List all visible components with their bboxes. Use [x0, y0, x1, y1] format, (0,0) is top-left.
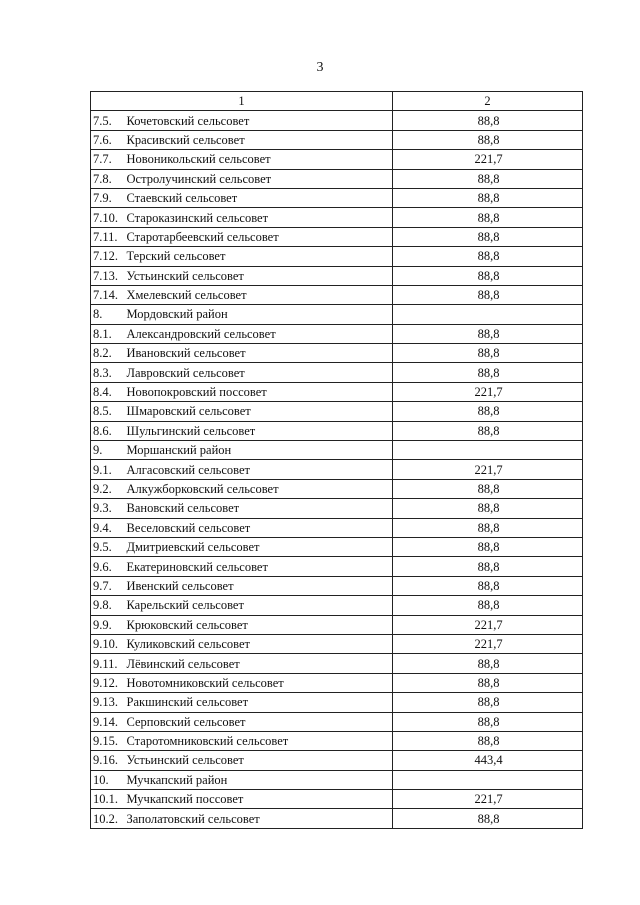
table-row	[91, 402, 583, 421]
table-row	[91, 266, 583, 285]
row-number: 10.	[91, 770, 125, 789]
table-row	[91, 809, 583, 828]
row-name: Лёвинский сельсовет	[125, 654, 393, 673]
row-value: 88,8	[393, 712, 583, 731]
row-value: 88,8	[393, 402, 583, 421]
row-name: Крюковский сельсовет	[125, 615, 393, 634]
row-number: 8.3.	[91, 363, 125, 382]
row-value: 88,8	[393, 557, 583, 576]
table-row	[91, 731, 583, 750]
row-value: 88,8	[393, 227, 583, 246]
row-number: 8.	[91, 305, 125, 324]
row-value: 88,8	[393, 130, 583, 149]
table-row	[91, 615, 583, 634]
table-row	[91, 208, 583, 227]
row-number: 7.10.	[91, 208, 125, 227]
row-number: 9.4.	[91, 518, 125, 537]
row-value: 221,7	[393, 634, 583, 653]
table-row	[91, 247, 583, 266]
row-name: Шульгинский сельсовет	[125, 421, 393, 440]
table-row	[91, 150, 583, 169]
table-row	[91, 305, 583, 324]
row-value: 88,8	[393, 266, 583, 285]
column-header-2: 2	[393, 92, 583, 111]
row-value: 88,8	[393, 479, 583, 498]
row-name: Вановский сельсовет	[125, 499, 393, 518]
row-number: 8.1.	[91, 324, 125, 343]
row-name: Новотомниковский сельсовет	[125, 673, 393, 692]
row-value: 88,8	[393, 673, 583, 692]
table-row	[91, 499, 583, 518]
row-number: 9.9.	[91, 615, 125, 634]
row-number: 9.16.	[91, 751, 125, 770]
row-name: Мучкапский поссовет	[125, 790, 393, 809]
row-value: 88,8	[393, 537, 583, 556]
row-name: Куликовский сельсовет	[125, 634, 393, 653]
row-name: Мучкапский район	[125, 770, 393, 789]
table-row	[91, 654, 583, 673]
row-value: 221,7	[393, 615, 583, 634]
row-number: 9.3.	[91, 499, 125, 518]
row-value: 88,8	[393, 499, 583, 518]
row-number: 7.12.	[91, 247, 125, 266]
row-value: 88,8	[393, 809, 583, 828]
table-row	[91, 285, 583, 304]
table-row	[91, 712, 583, 731]
row-name: Алкужборковский сельсовет	[125, 479, 393, 498]
row-number: 8.4.	[91, 382, 125, 401]
row-name: Староказинский сельсовет	[125, 208, 393, 227]
row-name: Ивенский сельсовет	[125, 576, 393, 595]
column-header-1: 1	[91, 92, 393, 111]
row-value	[393, 305, 583, 324]
row-value: 88,8	[393, 693, 583, 712]
row-name: Устьинский сельсовет	[125, 266, 393, 285]
row-name: Устьинский сельсовет	[125, 751, 393, 770]
row-name: Шмаровский сельсовет	[125, 402, 393, 421]
row-name: Екатериновский сельсовет	[125, 557, 393, 576]
row-value: 88,8	[393, 208, 583, 227]
row-name: Кочетовский сельсовет	[125, 111, 393, 130]
row-number: 8.2.	[91, 344, 125, 363]
table-row	[91, 460, 583, 479]
row-value: 88,8	[393, 169, 583, 188]
row-name: Веселовский сельсовет	[125, 518, 393, 537]
row-name: Мордовский район	[125, 305, 393, 324]
row-name: Лавровский сельсовет	[125, 363, 393, 382]
row-number: 8.5.	[91, 402, 125, 421]
row-value	[393, 441, 583, 460]
row-name: Моршанский район	[125, 441, 393, 460]
row-value	[393, 770, 583, 789]
table-row	[91, 382, 583, 401]
row-number: 7.7.	[91, 150, 125, 169]
row-name: Заполатовский сельсовет	[125, 809, 393, 828]
table-row	[91, 770, 583, 789]
row-number: 9.5.	[91, 537, 125, 556]
row-value: 88,8	[393, 188, 583, 207]
row-value: 443,4	[393, 751, 583, 770]
row-number: 7.6.	[91, 130, 125, 149]
table-row	[91, 479, 583, 498]
row-value: 88,8	[393, 363, 583, 382]
row-name: Хмелевский сельсовет	[125, 285, 393, 304]
row-number: 10.2.	[91, 809, 125, 828]
row-number: 9.15.	[91, 731, 125, 750]
row-name: Новоникольский сельсовет	[125, 150, 393, 169]
row-number: 9.8.	[91, 596, 125, 615]
row-value: 88,8	[393, 344, 583, 363]
row-number: 7.13.	[91, 266, 125, 285]
row-name: Алгасовский сельсовет	[125, 460, 393, 479]
row-value: 88,8	[393, 324, 583, 343]
table-row	[91, 596, 583, 615]
row-number: 7.9.	[91, 188, 125, 207]
row-name: Серповский сельсовет	[125, 712, 393, 731]
row-name: Терский сельсовет	[125, 247, 393, 266]
row-number: 9.1.	[91, 460, 125, 479]
row-number: 9.6.	[91, 557, 125, 576]
table-row	[91, 421, 583, 440]
table-row	[91, 576, 583, 595]
table-row	[91, 557, 583, 576]
table-row	[91, 169, 583, 188]
row-number: 9.12.	[91, 673, 125, 692]
row-number: 9.7.	[91, 576, 125, 595]
table-row	[91, 693, 583, 712]
row-value: 88,8	[393, 731, 583, 750]
row-number: 7.5.	[91, 111, 125, 130]
row-value: 88,8	[393, 654, 583, 673]
row-number: 9.14.	[91, 712, 125, 731]
page-number: 3	[316, 60, 324, 75]
row-name: Красивский сельсовет	[125, 130, 393, 149]
row-value: 88,8	[393, 421, 583, 440]
row-number: 9.	[91, 441, 125, 460]
table-row	[91, 227, 583, 246]
row-name: Ивановский сельсовет	[125, 344, 393, 363]
row-number: 10.1.	[91, 790, 125, 809]
row-number: 7.8.	[91, 169, 125, 188]
row-name: Новопокровский поссовет	[125, 382, 393, 401]
row-value: 88,8	[393, 247, 583, 266]
row-value: 88,8	[393, 285, 583, 304]
row-number: 8.6.	[91, 421, 125, 440]
table-row	[91, 673, 583, 692]
table-row	[91, 537, 583, 556]
row-name: Остролучинский сельсовет	[125, 169, 393, 188]
row-value: 88,8	[393, 596, 583, 615]
row-name: Ракшинский сельсовет	[125, 693, 393, 712]
table-row	[91, 111, 583, 130]
row-value: 221,7	[393, 382, 583, 401]
table-row	[91, 363, 583, 382]
row-name: Старотарбеевский сельсовет	[125, 227, 393, 246]
row-value: 88,8	[393, 518, 583, 537]
row-number: 7.14.	[91, 285, 125, 304]
row-value: 88,8	[393, 111, 583, 130]
table-row	[91, 634, 583, 653]
row-value: 88,8	[393, 576, 583, 595]
table-row	[91, 344, 583, 363]
table-row	[91, 324, 583, 343]
row-name: Александровский сельсовет	[125, 324, 393, 343]
table-row	[91, 188, 583, 207]
row-number: 9.13.	[91, 693, 125, 712]
table-row	[91, 130, 583, 149]
row-name: Стаевский сельсовет	[125, 188, 393, 207]
table-row	[91, 441, 583, 460]
data-table	[90, 91, 583, 829]
row-value: 221,7	[393, 460, 583, 479]
row-value: 221,7	[393, 150, 583, 169]
table-row	[91, 518, 583, 537]
table-header-row	[91, 92, 583, 111]
table-row	[91, 790, 583, 809]
row-number: 9.2.	[91, 479, 125, 498]
row-number: 7.11.	[91, 227, 125, 246]
row-number: 9.10.	[91, 634, 125, 653]
table-row	[91, 751, 583, 770]
row-value: 221,7	[393, 790, 583, 809]
row-number: 9.11.	[91, 654, 125, 673]
row-name: Дмитриевский сельсовет	[125, 537, 393, 556]
row-name: Карельский сельсовет	[125, 596, 393, 615]
table-body	[91, 92, 583, 829]
row-name: Старотомниковский сельсовет	[125, 731, 393, 750]
